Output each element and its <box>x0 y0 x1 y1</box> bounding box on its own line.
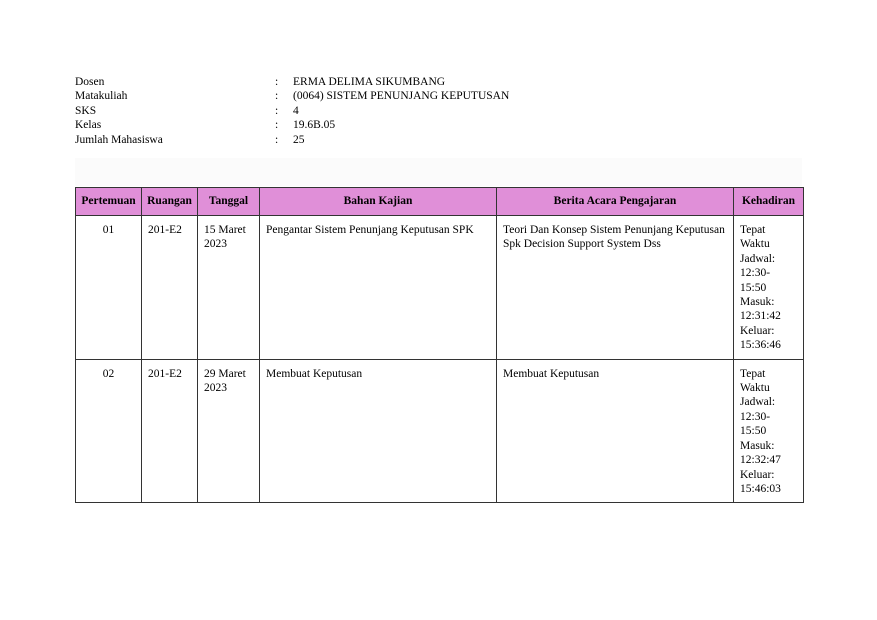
kehadiran-line: Masuk: <box>740 439 775 452</box>
header-bahan-kajian: Bahan Kajian <box>260 188 497 216</box>
info-separator: : <box>275 76 279 88</box>
header-kehadiran: Kehadiran <box>734 188 804 216</box>
kehadiran-line: 12:30- <box>740 267 771 280</box>
header-tanggal: Tanggal <box>198 188 260 216</box>
info-value: ERMA DELIMA SIKUMBANG <box>293 76 446 88</box>
cell-ruangan: 201-E2 <box>142 216 198 360</box>
kehadiran-line: 15:50 <box>740 425 767 438</box>
course-info <box>75 75 675 147</box>
cell-bahan-kajian: Pengantar Sistem Penunjang Keputusan SPK <box>260 216 497 360</box>
info-separator: : <box>275 104 279 117</box>
kehadiran-line: Jadwal: <box>740 252 776 265</box>
header-berita-acara: Berita Acara Pengajaran <box>497 188 734 216</box>
attendance-table <box>75 187 804 503</box>
kehadiran-line: 15:36:46 <box>740 339 781 352</box>
kehadiran-line: Keluar: <box>740 468 775 481</box>
info-label: Kelas <box>75 119 102 132</box>
info-value: 19.6B.05 <box>293 119 336 132</box>
table-header-row <box>76 188 804 216</box>
kehadiran-line: Jadwal: <box>740 396 776 409</box>
cell-tanggal: 15 Maret 2023 <box>198 216 260 360</box>
kehadiran-line: 12:30- <box>740 410 771 423</box>
info-value: 25 <box>293 133 305 146</box>
info-label: Jumlah Mahasiswa <box>75 133 163 146</box>
info-value: (0064) SISTEM PENUNJANG KEPUTUSAN <box>293 90 510 103</box>
header-ruangan: Ruangan <box>142 188 198 216</box>
kehadiran-line: Keluar: <box>740 324 775 337</box>
kehadiran-line: 15:50 <box>740 281 767 294</box>
info-row-matakuliah <box>75 89 675 103</box>
cell-pertemuan: 02 <box>76 359 142 503</box>
info-label: Dosen <box>75 76 105 88</box>
cell-bahan-kajian: Membuat Keputusan <box>260 359 497 503</box>
info-label: Matakuliah <box>75 90 128 103</box>
kehadiran-line: 12:32:47 <box>740 454 781 467</box>
kehadiran-line: Masuk: <box>740 296 775 309</box>
cell-tanggal: 29 Maret 2023 <box>198 359 260 503</box>
kehadiran-line: 12:31:42 <box>740 310 781 323</box>
cell-kehadiran <box>734 216 804 360</box>
info-label: SKS <box>75 104 97 117</box>
table-row <box>76 216 804 360</box>
info-separator: : <box>275 133 279 146</box>
kehadiran-line: Waktu <box>740 238 770 251</box>
header-band <box>75 158 802 186</box>
kehadiran-line: Waktu <box>740 382 770 395</box>
info-row-jumlah-mahasiswa <box>75 133 675 147</box>
info-row-dosen <box>75 75 675 89</box>
kehadiran-line: Tepat <box>740 367 766 380</box>
cell-pertemuan: 01 <box>76 216 142 360</box>
info-separator: : <box>275 119 279 132</box>
cell-kehadiran <box>734 359 804 503</box>
kehadiran-line: 15:46:03 <box>740 482 781 495</box>
info-row-kelas <box>75 118 675 132</box>
kehadiran-line: Tepat <box>740 224 766 236</box>
info-row-sks <box>75 104 675 118</box>
info-value: 4 <box>293 104 299 117</box>
table-row <box>76 359 804 503</box>
header-pertemuan: Pertemuan <box>76 188 142 216</box>
cell-berita-acara: Membuat Keputusan <box>497 359 734 503</box>
cell-berita-acara: Teori Dan Konsep Sistem Penunjang Keputusan Spk Decision Support System Dss <box>497 216 734 360</box>
info-separator: : <box>275 90 279 103</box>
cell-ruangan: 201-E2 <box>142 359 198 503</box>
